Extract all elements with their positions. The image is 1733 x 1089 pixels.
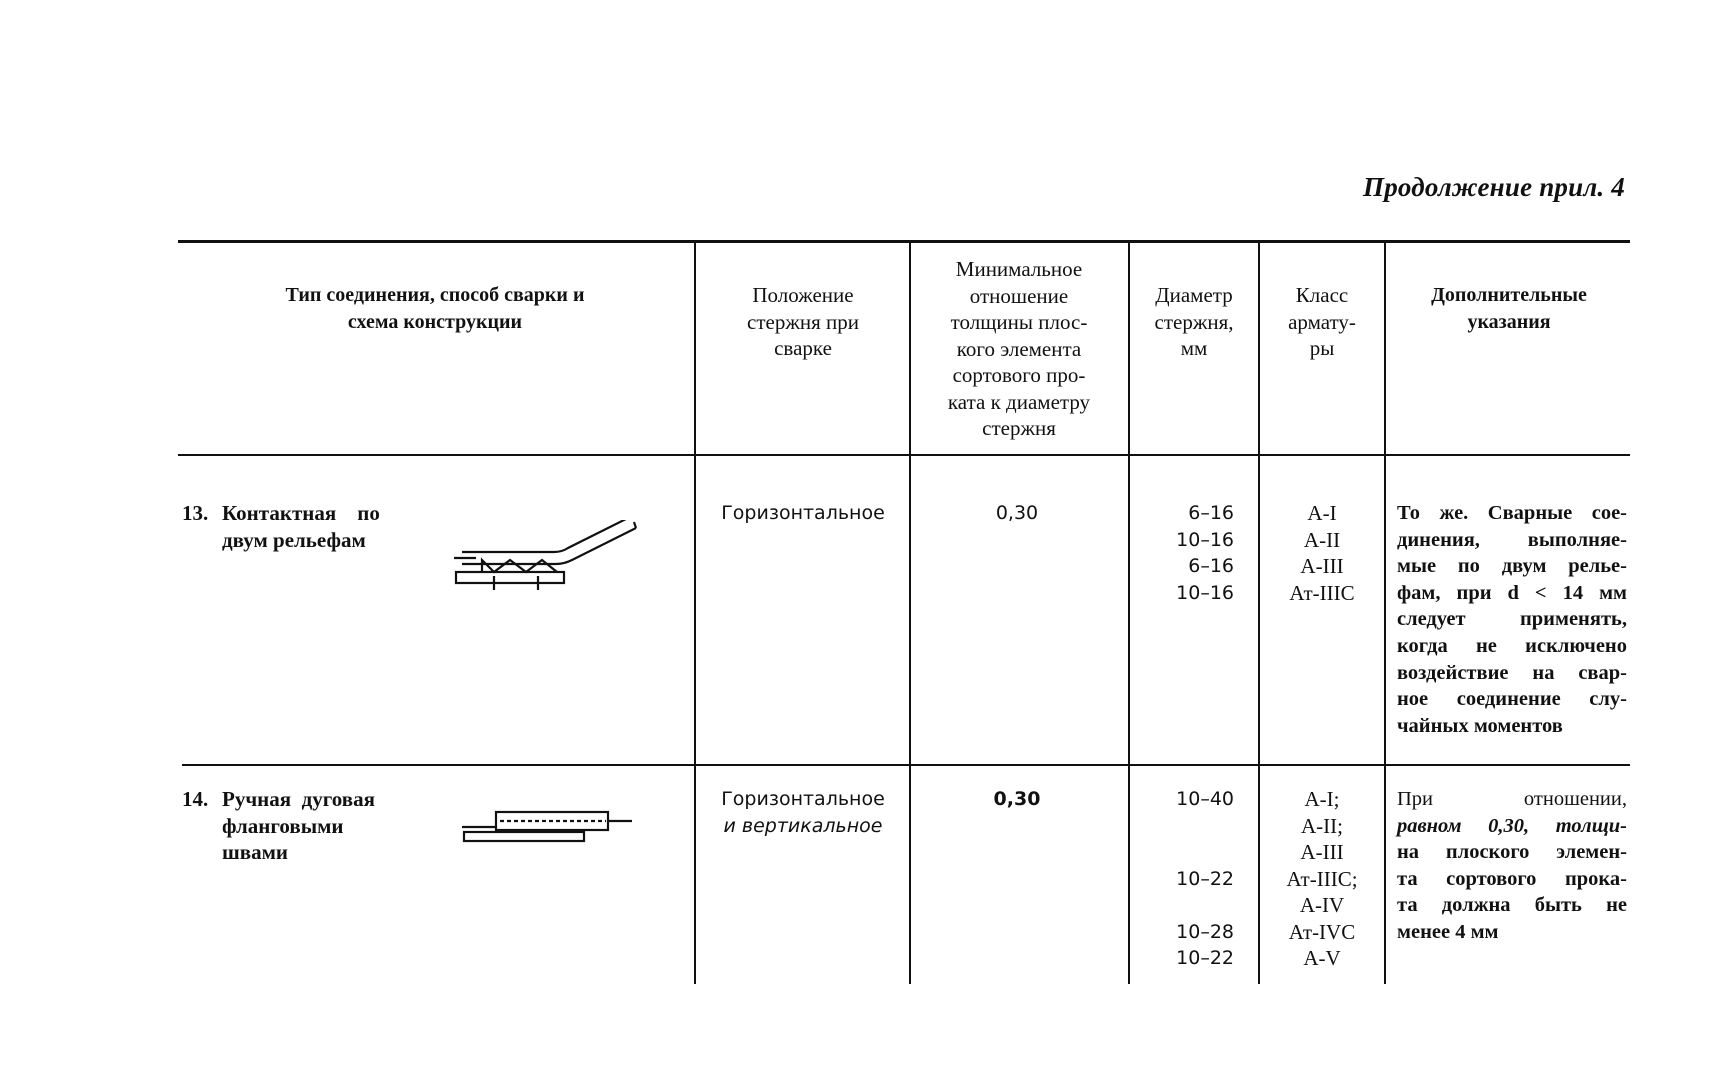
row-14-notes-line: на плоского элемен- [1397,841,1627,864]
row-14-class: А-II; [1301,813,1343,838]
row-14-diameter [1131,839,1234,866]
row-13-notes-line: динения, выполняе- [1397,528,1627,551]
row-13-notes-line: следует применять, [1397,608,1627,631]
row-13-notes-line: мые по двум релье- [1397,555,1627,578]
row-14-class: Ат-IVС [1288,919,1356,944]
row-13-class: А-III [1300,554,1344,578]
row-13-notes-line: чайных моментов [1397,714,1563,737]
row-13-diameter: 10–16 [1176,581,1234,604]
row-13-notes-line: ное соединение слу- [1397,688,1627,711]
row-13-position [698,500,908,527]
header-ratio-line: толщины плос- [950,310,1088,334]
header-notes-line: указания [1467,310,1551,333]
row-13-notes-line: воздействие на свар- [1397,661,1627,684]
row-14-class: А-III [1300,840,1344,864]
row-14-class: А-V [1303,946,1341,970]
row-14-class: А-I; [1304,787,1340,811]
row-14-title-line: Ручная дуговая [222,787,375,811]
row-13-class: Ат-IIIС [1289,580,1355,605]
column-divider-5 [1384,242,1386,984]
row-13-title-line: Контактная по [222,501,380,525]
row-14-notes-line: менее 4 мм [1397,920,1499,943]
row-14-ratio: 0,30 [993,788,1041,810]
row-13-notes-line: когда не исключено [1397,634,1627,657]
continuation-label: Продолжение прил. 4 [1363,172,1625,202]
row-14-title-line: фланговыми [222,813,344,838]
header-notes [1388,282,1630,335]
row-14-diameter: 10–22 [1176,867,1234,890]
row-13-title-line: двум рельефам [222,527,366,552]
header-type-line: Тип соединения, способ сварки и [285,284,585,306]
row-13-title [222,500,422,553]
row-13-class: А-I [1307,501,1337,525]
row-14-title-line: швами [222,840,288,864]
header-ratio-line: стержня [982,416,1056,440]
header-ratio-line: Минимальное [955,257,1083,281]
row-13-notes-line: То же. Сварные сое- [1397,502,1627,524]
row-separator-rule [182,764,1630,766]
row-14-position [698,786,908,839]
row-13-class: А-II [1303,527,1341,552]
header-class-line: ры [1309,336,1335,360]
header-type [200,282,670,335]
row-14-diameter [1131,892,1234,919]
flank-weld-sketch-icon [460,808,640,848]
header-class-line: Класс [1295,283,1349,307]
row-13-diameters [1131,500,1234,606]
header-class [1261,282,1383,362]
row-14-diameters [1131,786,1234,972]
column-divider-1 [694,242,696,984]
row-14-diameter: 10–22 [1176,947,1234,969]
row-14-diameter [1131,813,1234,840]
row-13-diameter: 6–16 [1188,555,1234,577]
row-13-ratio: 0,30 [995,502,1039,524]
row-14-number: 14. [182,787,209,811]
header-bottom-rule [178,454,1630,456]
header-type-line: схема конструкции [347,310,523,333]
row-13-notes [1397,500,1627,739]
row-14-position-line: и вертикальное [723,814,883,837]
row-14-notes-line: та сортового прока- [1397,867,1627,890]
header-diameter [1131,282,1257,362]
row-13-classes [1261,500,1383,606]
row-14-notes-line: При отношении, [1397,788,1627,810]
column-divider-4 [1258,242,1260,984]
header-position-line: стержня при [747,309,859,334]
header-diameter-line: мм [1180,336,1208,360]
row-13-diameter: 6–16 [1188,502,1234,524]
column-divider-3 [1128,242,1130,984]
header-class-line: армату- [1288,309,1356,334]
row-14-classes [1261,786,1383,972]
header-ratio-line: ката к диаметру [947,389,1091,414]
row-13-number: 13. [182,501,209,525]
table-top-rule [178,240,1630,243]
row-14-class: А-IV [1299,893,1345,917]
header-position-line: сварке [774,336,832,360]
row-14-diameter: 10–40 [1176,788,1234,810]
header-diameter-line: стержня, [1154,309,1234,334]
row-14-notes-line: та должна быть не [1397,894,1627,917]
row-14-notes [1397,786,1627,946]
row-14-position-line: Горизонтальное [721,788,885,810]
row-14-notes-line: равном 0,30, толщи- [1397,814,1627,837]
row-13-diameter: 10–16 [1176,528,1234,551]
header-notes-line: Дополнительные [1431,284,1587,306]
header-position [698,282,908,362]
row-14-title [222,786,422,866]
relief-contact-weld-sketch-icon [452,520,652,600]
row-14-class: Ат-IIIС; [1286,866,1358,891]
header-ratio [912,256,1126,442]
header-ratio-line: отношение [969,283,1069,308]
row-14-diameter: 10–28 [1176,920,1234,943]
header-diameter-line: Диаметр [1155,283,1233,307]
header-position-line: Положение [752,283,854,307]
header-ratio-line: сортового про- [952,363,1086,387]
column-divider-2 [909,242,911,984]
row-13-notes-line: фам, при d < 14 мм [1397,581,1627,604]
row-13-position-line: Горизонтальное [721,502,885,524]
header-ratio-line: кого элемента [956,336,1082,361]
